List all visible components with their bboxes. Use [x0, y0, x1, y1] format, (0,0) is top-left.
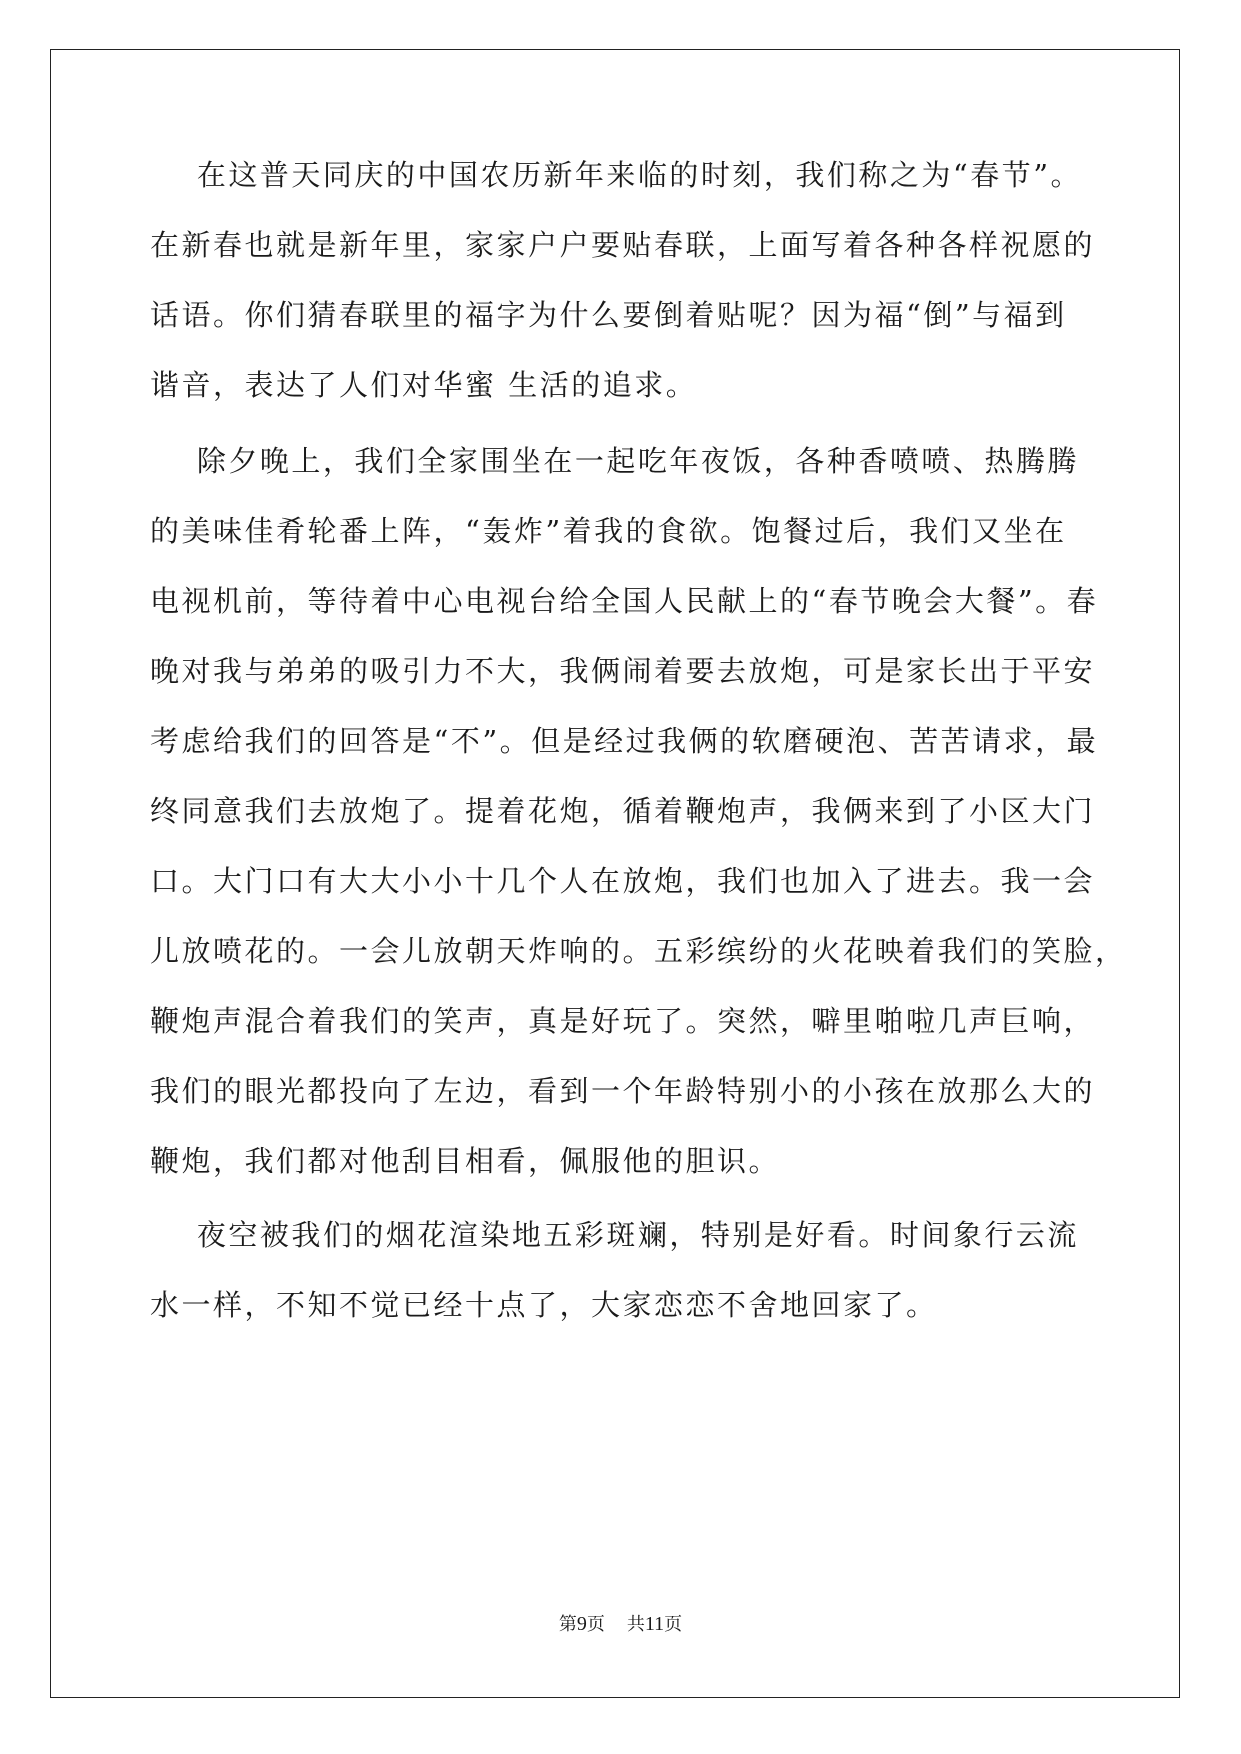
text-line: 电视机前，等待着中心电视台给全国人民献上的“春节晚会大餐”。春	[150, 584, 1099, 618]
text-line: 夜空被我们的烟花渲染地五彩斑斓，特别是好看。时间象行云流	[150, 1218, 1079, 1252]
text-line: 除夕晚上，我们全家围坐在一起吃年夜饭，各种香喷喷、热腾腾	[150, 444, 1079, 478]
text-line: 话语。你们猜春联里的福字为什么要倒着贴呢？因为福“倒”与福到	[150, 298, 1067, 332]
text-line: 鞭炮声混合着我们的笑声，真是好玩了。突然，噼里啪啦几声巨响，	[150, 1004, 1096, 1038]
total-suffix: 页	[664, 1614, 683, 1635]
total-pages: 11	[644, 1613, 665, 1635]
text-line: 谐音，表达了人们对华蜜 生活的追求。	[150, 368, 698, 402]
text-line: 终同意我们去放炮了。提着花炮，循着鞭炮声，我俩来到了小区大门	[150, 794, 1096, 828]
page-footer	[0, 1612, 1241, 1637]
text-line: 在这普天同庆的中国农历新年来临的时刻，我们称之为“春节”。	[150, 158, 1083, 192]
text-line: 水一样，不知不觉已经十点了，大家恋恋不舍地回家了。	[150, 1288, 938, 1322]
page-suffix: 页	[586, 1614, 605, 1635]
text-line: 的美味佳肴轮番上阵，“轰炸”着我的食欲。饱餐过后，我们又坐在	[150, 514, 1067, 548]
total-prefix: 共	[626, 1614, 645, 1635]
text-line: 鞭炮，我们都对他刮目相看，佩服他的胆识。	[150, 1144, 781, 1178]
text-line: 口。大门口有大大小小十几个人在放炮，我们也加入了进去。我一会	[150, 864, 1096, 898]
text-line: 儿放喷花的。一会儿放朝天炸响的。五彩缤纷的火花映着我们的笑脸，	[150, 934, 1127, 968]
text-line: 我们的眼光都投向了左边，看到一个年龄特别小的小孩在放那么大的	[150, 1074, 1096, 1108]
page-prefix: 第	[558, 1614, 577, 1635]
text-line: 晚对我与弟弟的吸引力不大，我俩闹着要去放炮，可是家长出于平安	[150, 654, 1096, 688]
text-line: 在新春也就是新年里，家家户户要贴春联，上面写着各种各样祝愿的	[150, 228, 1096, 262]
page-number: 9	[576, 1613, 587, 1635]
text-line: 考虑给我们的回答是“不”。但是经过我俩的软磨硬泡、苦苦请求，最	[150, 724, 1099, 758]
